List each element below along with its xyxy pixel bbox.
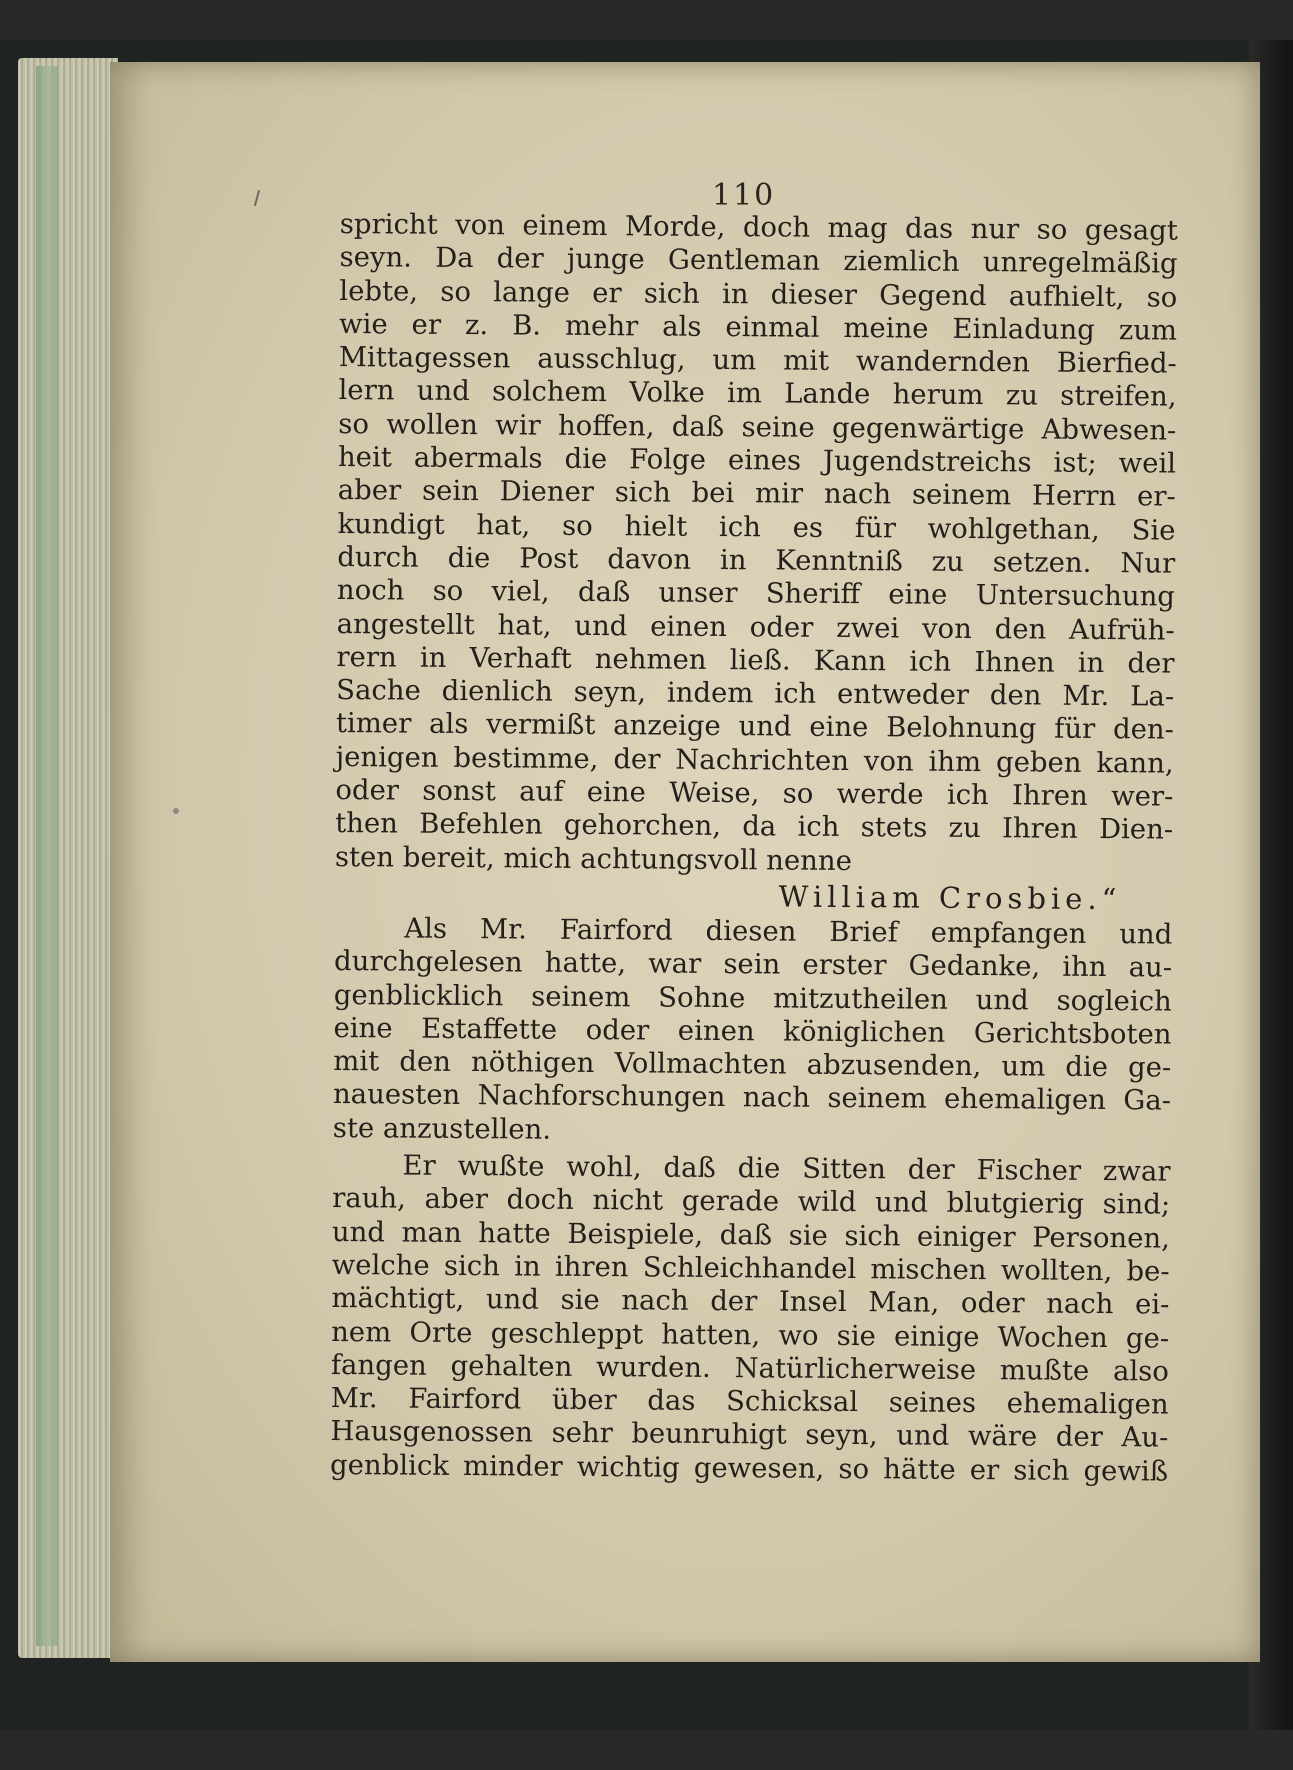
text-line: jenigen bestimme, der Nachrichten von ihm geben kann, bbox=[335, 740, 1174, 780]
paragraph bbox=[333, 912, 1173, 1152]
letter-signature: William Crosbie.“ bbox=[778, 879, 1122, 917]
text-line: spricht von einem Morde, doch mag das nur so gesagt bbox=[339, 208, 1178, 247]
text-line: fangen gehalten wurden. Natürlicherweise mußte also bbox=[330, 1348, 1170, 1388]
text-line: wie er z. B. mehr als einmal meine Einladung zum bbox=[338, 307, 1178, 347]
text-line: genblicklich seinem Sohne mitzutheilen und sogleich bbox=[333, 978, 1172, 1018]
text-line: nem Orte geschleppt hatten, wo sie einige Wochen ge- bbox=[331, 1315, 1170, 1355]
page-edge-tint bbox=[36, 66, 58, 1646]
text-line: aber sein Diener sich bei mir nach seinem Herrn er- bbox=[337, 474, 1176, 513]
text-line: then Befehlen gehorchen, da ich stets zu Ihren Dien- bbox=[335, 807, 1174, 846]
text-line: Hausgenossen sehr beunruhigt seyn, und wäre der Au- bbox=[330, 1415, 1169, 1454]
text-line: ste anzustellen. bbox=[332, 1111, 552, 1146]
page-text bbox=[330, 208, 1178, 1489]
text-line: welche sich in ihren Schleichhandel mischen wollten, be- bbox=[331, 1248, 1170, 1288]
text-line: oder sonst auf eine Weise, so werde ich Ihren wer- bbox=[335, 774, 1174, 813]
text-line: noch so viel, daß unser Sheriff eine Untersuchung bbox=[336, 574, 1176, 613]
text-line: timer als vermißt anzeige und eine Belohnung für den- bbox=[335, 707, 1175, 747]
paragraph-letter bbox=[335, 208, 1178, 880]
text-line: kundigt hat, so hielt ich es für wohlgethan, Sie bbox=[337, 507, 1176, 547]
ink-dot bbox=[173, 808, 179, 814]
text-line: seyn. Da der junge Gentleman ziemlich unregelmäßig bbox=[339, 241, 1178, 280]
text-line: mit den nöthigen Vollmachten abzusenden, um die ge- bbox=[333, 1045, 1172, 1084]
text-line: lern und solchem Volke im Lande herum zu streifen, bbox=[338, 374, 1177, 414]
text-line: angestellt hat, und einen oder zwei von den Aufrüh- bbox=[336, 607, 1175, 647]
text-line: rauh, aber doch nicht gerade wild und blutgierig sind; bbox=[332, 1182, 1171, 1221]
text-line: eine Estaffette oder einen königlichen Gerichtsboten bbox=[333, 1011, 1172, 1051]
text-line: sten bereit, mich achtungsvoll nenne bbox=[334, 840, 853, 877]
text-line: heit abermals die Folge eines Jugendstreichs ist; weil bbox=[337, 441, 1177, 480]
text-line: mächtigt, und sie nach der Insel Man, oder nach ei- bbox=[331, 1282, 1170, 1321]
text-line: Er wußte wohl, daß die Sitten der Fischer zwar bbox=[402, 1149, 1171, 1188]
page-edges bbox=[18, 58, 118, 1658]
text-line: rern in Verhaft nehmen ließ. Kann ich Ihnen in der bbox=[336, 640, 1175, 680]
text-line: durchgelesen hatte, war sein erster Gedanke, ihn au- bbox=[333, 945, 1173, 984]
text-line: durch die Post davon in Kenntniß zu setzen. Nur bbox=[337, 540, 1176, 580]
text-line: nauesten Nachforschungen nach seinem ehemaligen Ga- bbox=[332, 1078, 1172, 1117]
text-line: Mittagessen ausschlug, um mit wandernden Bierfied- bbox=[338, 341, 1177, 380]
text-line: und man hatte Beispiele, daß sie sich einiger Personen, bbox=[331, 1215, 1171, 1255]
text-line: genblick minder wichtig gewesen, so hätte er sich gewiß bbox=[330, 1448, 1169, 1488]
text-line: Als Mr. Fairford diesen Brief empfangen und bbox=[404, 912, 1173, 951]
text-line: Mr. Fairford über das Schicksal seines ehemaligen bbox=[330, 1382, 1169, 1421]
paragraph bbox=[330, 1149, 1171, 1489]
text-line: Sache dienlich seyn, indem ich entweder den Mr. La- bbox=[336, 674, 1175, 713]
text-line: so wollen wir hoffen, daß seine gegenwärtige Abwesen- bbox=[338, 407, 1177, 447]
page-number: 110 bbox=[712, 178, 776, 213]
text-line: lebte, so lange er sich in dieser Gegend aufhielt, so bbox=[339, 274, 1178, 314]
